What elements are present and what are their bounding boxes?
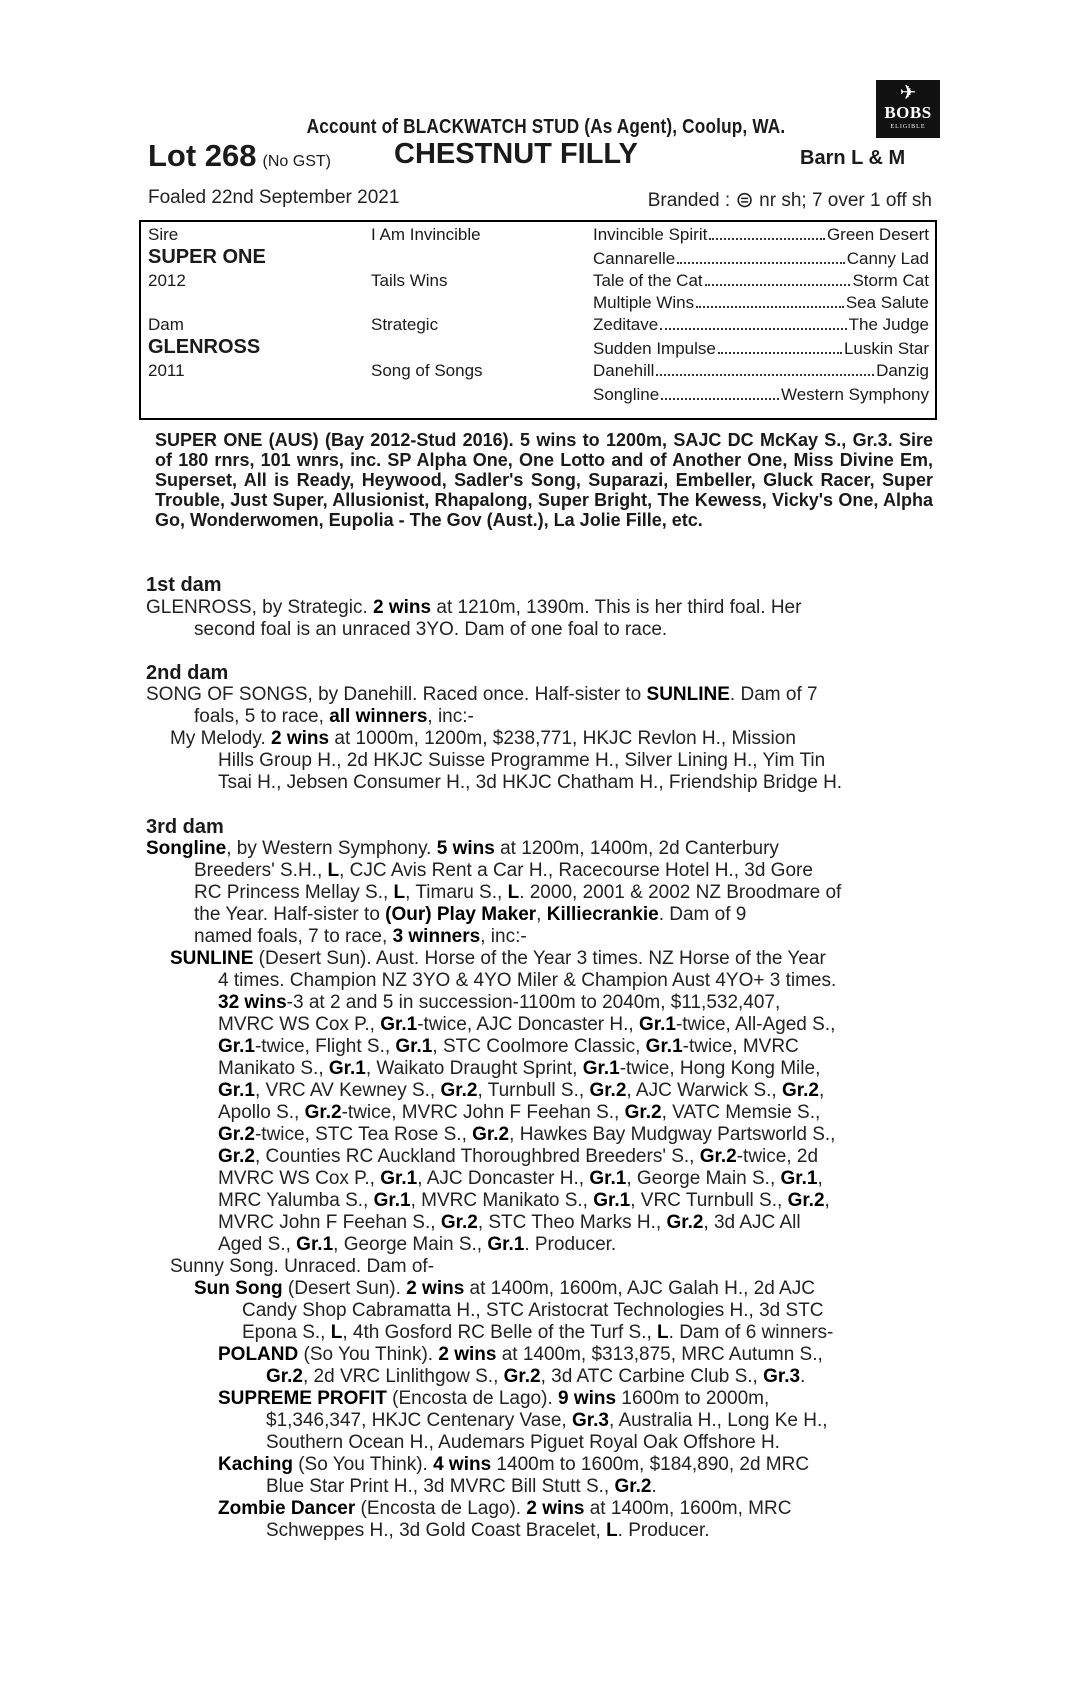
first-dam-heading: 1st dam <box>146 574 222 596</box>
gp-left: Songline <box>593 385 660 404</box>
second-dam-heading: 2nd dam <box>146 662 229 684</box>
grandparent-row <box>593 270 929 292</box>
vendor-account: Account of BLACKWATCH STUD (As Agent), Coolup, WA. <box>306 116 786 138</box>
brand-mark-icon: ⊜ <box>735 187 754 212</box>
no-gst-note: (No GST) <box>262 153 331 170</box>
gp-left: Zeditave <box>593 315 659 334</box>
gp-right: Green Desert <box>826 225 929 244</box>
gp-right: Danzig <box>876 361 929 380</box>
dot-leader <box>718 338 842 354</box>
first-dam-text: GLENROSS, by Strategic. 2 wins at 1210m, 1390m. This is her third foal. Her second foal is an unraced 3YO. Dam of one foal to race. <box>146 597 802 640</box>
bird-icon: ✈ <box>899 82 917 104</box>
sire-name: SUPER ONE <box>148 246 266 268</box>
lot-title: CHESTNUT FILLY <box>394 138 638 170</box>
gp-left: Invincible Spirit <box>593 225 708 244</box>
lot-label: Lot 268 <box>148 138 257 173</box>
third-dam-heading: 3rd dam <box>146 816 224 838</box>
grandparent-row <box>593 338 929 360</box>
gp-left: Cannarelle <box>593 249 676 268</box>
logo-subtext: ELIGIBLE <box>890 124 926 130</box>
gp-left: Danehill <box>593 361 655 380</box>
grandparent-row <box>593 384 929 406</box>
dot-leader <box>677 248 845 264</box>
gp-right: Sea Salute <box>845 293 929 312</box>
pedigree-table <box>139 220 937 420</box>
gp-left: Sudden Impulse <box>593 339 716 358</box>
dam-sire: Strategic <box>371 315 439 334</box>
branded-text: nr sh; 7 over 1 off sh <box>759 190 932 211</box>
logo-text: BOBS <box>884 103 932 122</box>
foaled-date: Foaled 22nd September 2021 <box>148 187 400 208</box>
third-dam-text: Songline, by Western Symphony. 5 wins at 1200m, 1400m, 2d Canterbury Breeders' S.H., L, CJC Avis Rent a Car H., Racecourse Hotel H., 3d Gore RC Princess Mellay S., L, Timaru S., L. 2000, 2001 & 2002 NZ Broodmare of the Year. Half-sister to (Our) Play Maker, Killiecrankie. Dam of 9 named foals, 7 to race, 3 winners, inc:- SUNLINE (Desert Sun). Aust. Horse of the Year 3 times. NZ Horse of the Year 4 times. Champion NZ 3YO & 4YO Miler & Champion Aust 4YO+ 3 times. 32 wins-3 at 2 and 5 in succession-1100m to 2040m, $11,532,407, MVRC WS Cox P., Gr.1-twice, AJC Doncaster H., Gr.1-twice, All-Aged S., Gr.1-twice, Flight S., Gr.1, STC Coolmore Classic, Gr.1-twice, MVRC Manikato S., Gr.1, Waikato Draught Sprint, Gr.1-twice, Hong Kong Mile, Gr.1, VRC AV Kewney S., Gr.2, Turnbull S., Gr.2, AJC Warwick S., Gr.2, Apollo S., Gr.2-twice, MVRC John F Feehan S., Gr.2, VATC Memsie S., Gr.2-twice, STC Tea Rose S., Gr.2, Hawkes Bay Mudgway Partsworld S., Gr.2, Counties RC Auckland Thoroughbred Breeders' S., Gr.2-twice, 2d MVRC WS Cox P., Gr.1, AJC Doncaster H., Gr.1, George Main S., Gr.1, MRC Yalumba S., Gr.1, MVRC Manikato S., Gr.1, VRC Turnbull S., Gr.2, MVRC John F Feehan S., Gr.2, STC Theo Marks H., Gr.2, 3d AJC All Aged S., Gr.1, George Main S., Gr.1. Producer. Sunny Song. Unraced. Dam of- Sun Song (Desert Sun). 2 wins at 1400m, 1600m, AJC Galah H., 2d AJC Candy Shop Cabramatta H., STC Aristocrat Technologies H., 3d STC Epona S., L, 4th Gosford RC Belle of the Turf S., L. Dam of 6 winners- POLAND (So You Think). 2 wins at 1400m, $313,875, MRC Autumn S., Gr.2, 2d VRC Linlithgow S., Gr.2, 3d ATC Carbine Club S., Gr.3. SUPREME PROFIT (Encosta de Lago). 9 wins 1600m to 2000m, $1,346,347, HKJC Centenary Vase, Gr.3, Australia H., Long Ke H., Southern Ocean H., Audemars Piguet Royal Oak Offshore H. Kaching (So You Think). 4 wins 1400m to 1600m, $184,890, 2d MRC Blue Star Print H., 3d MVRC Bill Stutt S., Gr.2. Zombie Dancer (Encosta de Lago). 2 wins at 1400m, 1600m, MRC Schweppes H., 3d Gold Coast Bracelet, L. Producer. <box>146 838 842 1541</box>
dam-year: 2011 <box>148 361 185 380</box>
gp-left: Tale of the Cat <box>593 271 703 290</box>
sire-summary: SUPER ONE (AUS) (Bay 2012-Stud 2016). 5 wins to 1200m, SAJC DC McKay S., Gr.3. Sire of 180 rnrs, 101 wnrs, inc. SP Alpha One, One Lotto and of Another One, Miss Divine Em, Superset, All is Ready, Heywood, Sadler's Song, Suparazi, Embeller, Gluck Racer, Super Trouble, Just Super, Allusionist, Rhapalong, Super Bright, The Kewess, Vicky's One, Alpha Go, Wonderwomen, Eupolia - The Gov (Aust.), La Jolie Fille, etc. <box>155 430 933 530</box>
grandparent-row <box>593 248 929 270</box>
dot-leader <box>656 360 874 376</box>
dot-leader <box>660 314 846 330</box>
lot-number <box>148 138 331 174</box>
gp-right: Canny Lad <box>846 249 929 268</box>
dot-leader <box>661 384 779 400</box>
grandparent-row <box>593 224 929 246</box>
sire-sire: I Am Invincible <box>371 225 481 244</box>
sire-label: Sire <box>148 225 179 244</box>
bobs-eligible-logo <box>876 80 940 138</box>
brand-info <box>648 187 932 213</box>
gp-left: Multiple Wins <box>593 293 695 312</box>
dam-label: Dam <box>148 315 184 334</box>
grandparent-row <box>593 360 929 382</box>
grandparent-row <box>593 292 929 314</box>
second-dam-text: SONG OF SONGS, by Danehill. Raced once. Half-sister to SUNLINE. Dam of 7 foals, 5 to race, all winners, inc:- My Melody. 2 wins at 1000m, 1200m, $238,771, HKJC Revlon H., Mission Hills Group H., 2d HKJC Suisse Programme H., Silver Lining H., Yim Tin Tsai H., Jebsen Consumer H., 3d HKJC Chatham H., Friendship Bridge H. <box>146 684 843 793</box>
gp-right: Western Symphony <box>780 385 929 404</box>
grandparent-row <box>593 314 929 336</box>
dot-leader <box>705 270 851 286</box>
gp-right: The Judge <box>848 315 929 334</box>
gp-right: Storm Cat <box>852 271 929 290</box>
dot-leader <box>709 224 825 240</box>
gp-right: Luskin Star <box>843 339 929 358</box>
sire-year: 2012 <box>148 271 186 290</box>
dam-dam: Song of Songs <box>371 361 483 380</box>
dot-leader <box>696 292 844 308</box>
branded-label: Branded : <box>647 190 731 211</box>
sire-dam: Tails Wins <box>371 271 448 290</box>
barn-location: Barn L & M <box>800 147 906 169</box>
dam-name: GLENROSS <box>148 336 261 358</box>
